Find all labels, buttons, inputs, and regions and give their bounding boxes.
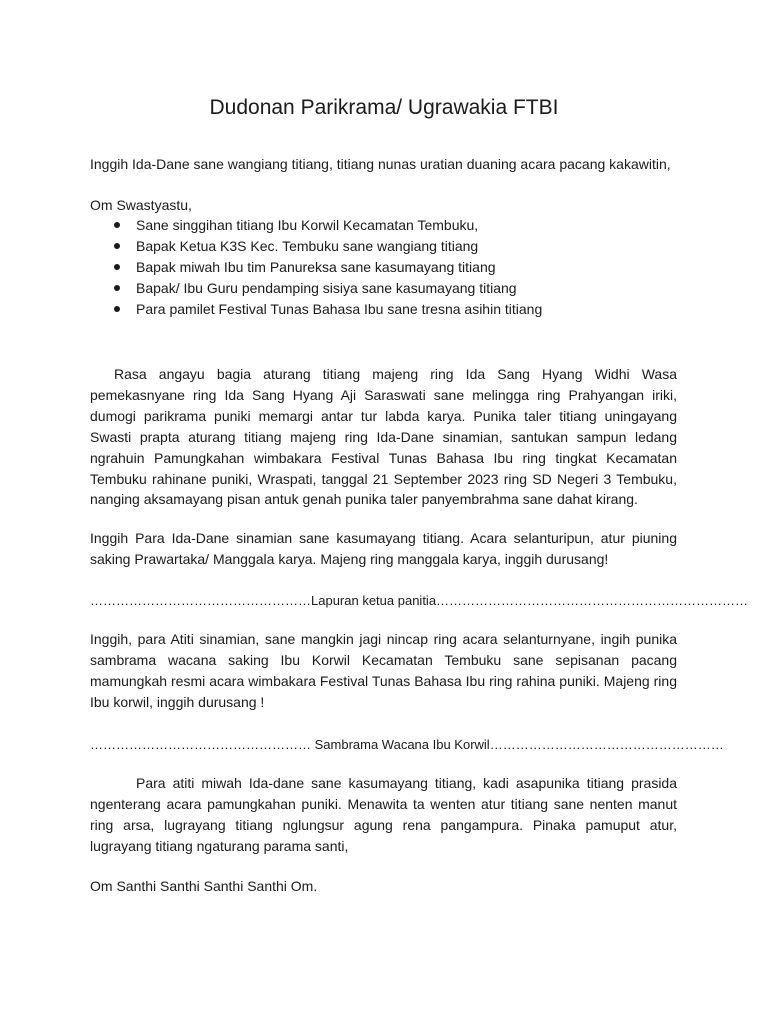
bullet-icon	[114, 264, 120, 270]
agenda-korwil-speech: …………………………………………… Sambrama Wacana Ibu Korwil………………………………………………	[90, 737, 724, 752]
opening-line: Inggih Ida-Dane sane wangiang titiang, titiang nunas uratian duaning acara pacang kakawitin,	[90, 156, 671, 172]
salutation-text: Bapak Ketua K3S Kec. Tembuku sane wangiang titiang	[136, 238, 479, 254]
paragraph-korwil-intro: Inggih, para Atiti sinamian, sane mangkin jagi nincap ring acara selanturnyane, ingih punika sambrama wacana saking Ibu Korwil Kecamatan Tembuku sane sepisanan pacang mamungkah resmi acara wimbakara Festival Tunas Bahasa Ibu ring rahina puniki. Majeng ring Ibu korwil, inggih durusang !	[90, 631, 677, 710]
document-title: Dudonan Parikrama/ Ugrawakia FTBI	[209, 96, 559, 119]
salutation-text: Bapak miwah Ibu tim Panureksa sane kasumayang titiang	[136, 259, 496, 275]
bullet-icon	[114, 222, 120, 228]
agenda-committee-report: ……………………………………………Lapuran ketua panitia………………………………………………………………	[90, 593, 749, 608]
closing-prayer: Om Santhi Santhi Santhi Santhi Om.	[90, 878, 318, 894]
bullet-icon	[114, 243, 120, 249]
list-item	[90, 257, 677, 278]
paragraph-opening-prayer: Rasa angayu bagia aturang titiang majeng ring Ida Sang Hyang Widhi Wasa pemekasnyane ring Ida Sang Hyang Aji Saraswati sane melingga ring Prahyangan iriki, dumogi parikrama puniki memargi antar tur labda karya. Punika taler titiang uningayang Swasti prapta aturang titiang majeng ring Ida-Dane sinamian, santukan sampun ledang ngrahuin Pamungkahan wimbakara Festival Tunas Bahasa Ibu ring tingkat Kecamatan Tembuku rahinane puniki, Wraspati, tanggal 21 September 2023 ring SD Negeri 3 Tembuku, nanging aksamayang pisan antuk genah punika taler panyembrahma sane dahat kirang.	[90, 366, 677, 508]
bullet-icon	[114, 285, 120, 291]
salutation-text: Bapak/ Ibu Guru pendamping sisiya sane kasumayang titiang	[136, 280, 517, 296]
paragraph-closing: Para atiti miwah Ida-dane sane kasumayang titiang, kadi asapunika titiang prasida ngenterang acara pamungkahan puniki. Menawita ta wenten atur titiang sane nenten manut ring arsa, lugrayang titiang nglungsur agung rena pangampura. Pinaka pamuput atur, lugrayang titiang ngaturang parama santi,	[90, 775, 677, 854]
salutation-list	[90, 215, 677, 320]
salutation-text: Para pamilet Festival Tunas Bahasa Ibu sane tresna asihin titiang	[136, 301, 543, 317]
list-item	[90, 215, 677, 236]
salutation-text: Sane singgihan titiang Ibu Korwil Kecamatan Tembuku,	[136, 217, 479, 233]
greeting: Om Swastyastu,	[90, 197, 192, 213]
bullet-icon	[114, 306, 120, 312]
list-item	[90, 236, 677, 257]
paragraph-committee-intro: Inggih Para Ida-Dane sinamian sane kasumayang titiang. Acara selanturipun, atur piuning saking Prawartaka/ Manggala karya. Majeng ring manggala karya, inggih durusang!	[90, 530, 677, 567]
list-item	[90, 299, 677, 320]
list-item	[90, 278, 677, 299]
